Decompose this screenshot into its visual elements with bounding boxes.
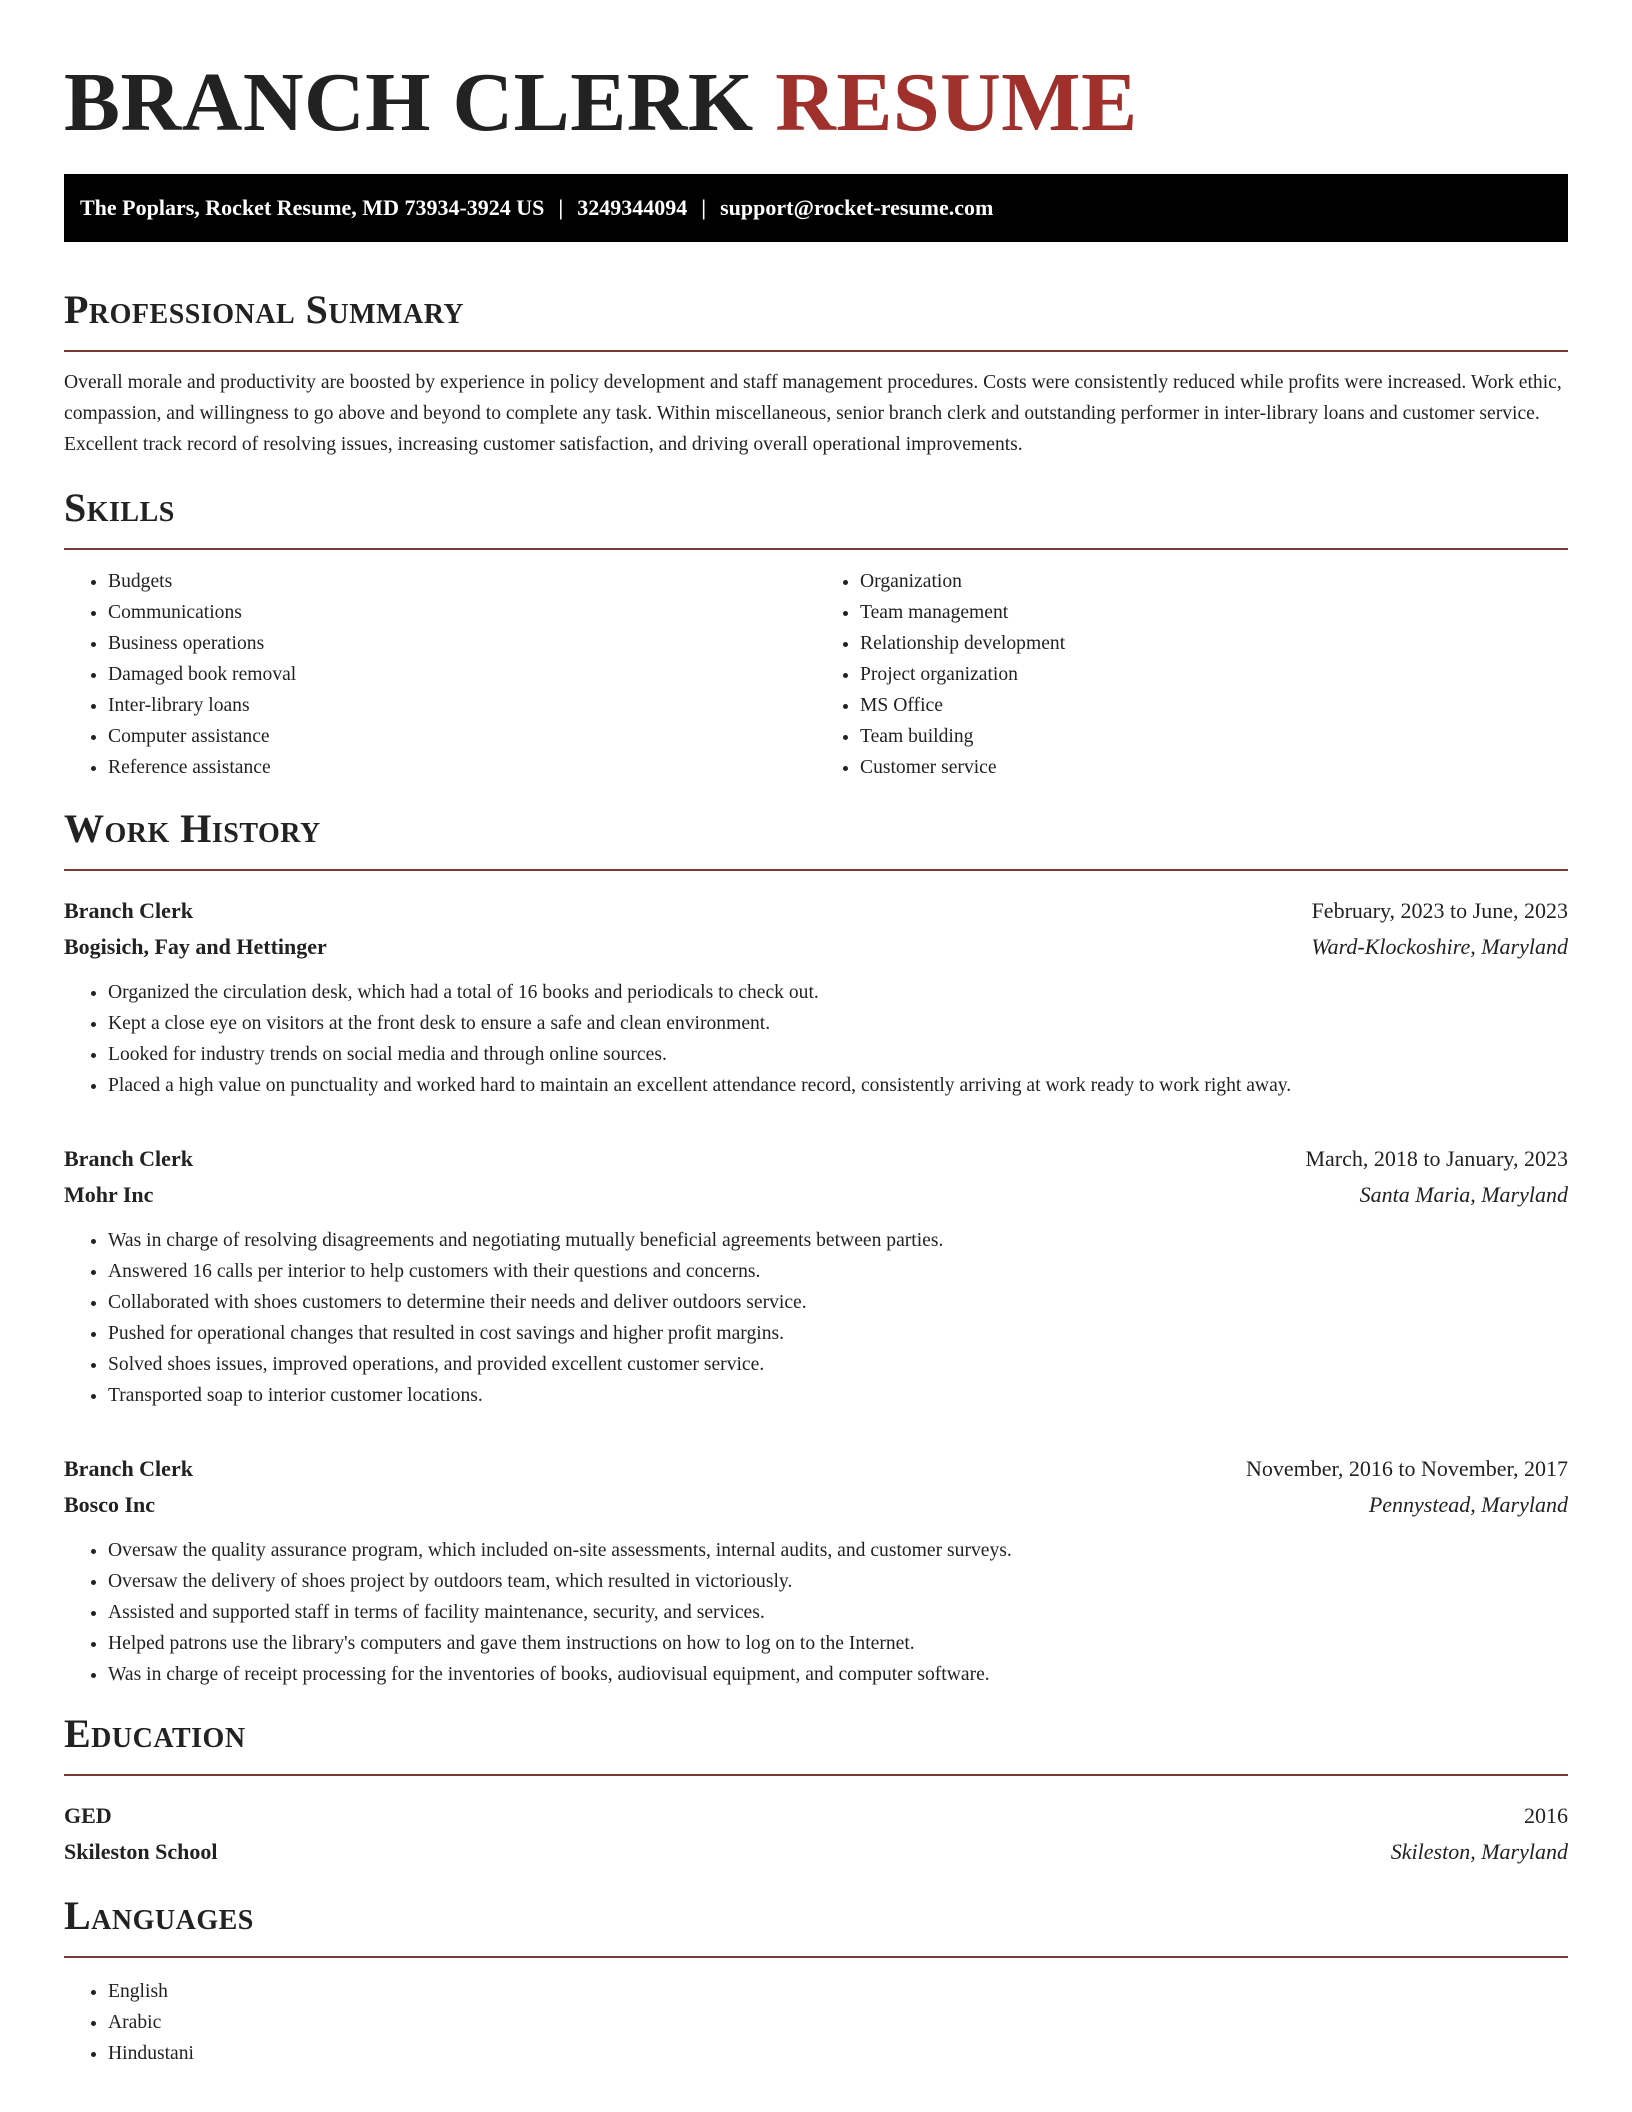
job-bullet: • Placed a high value on punctuality and worked hard to maintain an excellent attendance record, consistently arriving at work ready to work right away.	[108, 1070, 1568, 1101]
job-location: Pennystead, Maryland	[1368, 1492, 1568, 1517]
skill-item: • Team management	[860, 597, 1568, 628]
skill-item: • Reference assistance	[108, 752, 816, 783]
language-item: • Hindustani	[108, 2038, 1568, 2069]
language-item: • Arabic	[108, 2007, 1568, 2038]
skill-item: • Relationship development	[860, 628, 1568, 659]
skill-item: • Team building	[860, 721, 1568, 752]
skill-item: • Communications	[108, 597, 816, 628]
job-bullets	[64, 1225, 1568, 1411]
contact-bar	[64, 174, 1568, 242]
education-school-row	[64, 1834, 1568, 1870]
job-header-row	[64, 1451, 1568, 1487]
skill-item: • Customer service	[860, 752, 1568, 783]
skills-heading: Skills	[64, 484, 1568, 550]
education-school: Skileston School	[64, 1839, 218, 1864]
skill-item: • Inter-library loans	[108, 690, 816, 721]
job-bullet: • Pushed for operational changes that resulted in cost savings and higher profit margins.	[108, 1318, 1568, 1349]
job-company: Bosco Inc	[64, 1492, 156, 1517]
skills-list-left	[64, 566, 816, 783]
job-entry	[64, 1141, 1568, 1411]
resume-title	[64, 0, 1568, 176]
job-bullet: • Looked for industry trends on social media and through online sources.	[108, 1039, 1568, 1070]
job-location: Santa Maria, Maryland	[1359, 1182, 1568, 1207]
job-bullet: • Oversaw the quality assurance program, which included on-site assessments, internal audits, and customer surveys.	[108, 1535, 1568, 1566]
job-title: Branch Clerk	[64, 898, 193, 923]
job-bullet: • Transported soap to interior customer locations.	[108, 1380, 1568, 1411]
job-company-row	[64, 929, 1568, 965]
job-bullet: • Was in charge of resolving disagreements and negotiating mutually beneficial agreements between parties.	[108, 1225, 1568, 1256]
contact-email[interactable]: support@rocket-resume.com	[720, 195, 994, 220]
education-location: Skileston, Maryland	[1390, 1839, 1568, 1864]
job-bullets	[64, 977, 1568, 1101]
education-year: 2016	[1524, 1803, 1568, 1828]
languages-heading: Languages	[64, 1892, 1568, 1958]
job-dates: March, 2018 to January, 2023	[1305, 1146, 1568, 1171]
job-company-row	[64, 1487, 1568, 1523]
job-bullet: • Collaborated with shoes customers to determine their needs and deliver outdoors service.	[108, 1287, 1568, 1318]
education-degree: GED	[64, 1803, 112, 1828]
job-bullet: • Oversaw the delivery of shoes project by outdoors team, which resulted in victoriously.	[108, 1566, 1568, 1597]
job-bullet: • Kept a close eye on visitors at the front desk to ensure a safe and clean environment.	[108, 1008, 1568, 1039]
job-header-row	[64, 893, 1568, 929]
job-bullets	[64, 1535, 1568, 1690]
skill-item: • Computer assistance	[108, 721, 816, 752]
job-header-row	[64, 1141, 1568, 1177]
skill-item: • Project organization	[860, 659, 1568, 690]
job-title: Branch Clerk	[64, 1146, 193, 1171]
skills-grid	[64, 566, 1568, 783]
title-main: BRANCH CLERK	[64, 56, 754, 149]
skill-item: • Budgets	[108, 566, 816, 597]
skill-item: • Organization	[860, 566, 1568, 597]
job-bullet: • Assisted and supported staff in terms of facility maintenance, security, and services.	[108, 1597, 1568, 1628]
skill-item: • Business operations	[108, 628, 816, 659]
job-bullet: • Organized the circulation desk, which had a total of 16 books and periodicals to check out.	[108, 977, 1568, 1008]
job-entry	[64, 1451, 1568, 1690]
job-location: Ward-Klockoshire, Maryland	[1311, 934, 1568, 959]
education-entry	[64, 1798, 1568, 1870]
job-bullet: • Solved shoes issues, improved operations, and provided excellent customer service.	[108, 1349, 1568, 1380]
contact-separator: |	[558, 195, 564, 220]
job-company-row	[64, 1177, 1568, 1213]
education-heading: Education	[64, 1710, 1568, 1776]
summary-text: Overall morale and productivity are boosted by experience in policy development and staff management procedures. Costs were consistently reduced while profits were increased. Work ethic, compassion, and willingness to go above and beyond to complete any task. Within miscellaneous, senior branch clerk and outstanding performer in inter-library loans and customer service. Excellent track record of resolving issues, increasing customer satisfaction, and driving overall operational improvements.	[64, 372, 1562, 455]
language-item: • English	[108, 1976, 1568, 2007]
job-entry	[64, 893, 1568, 1101]
contact-address: The Poplars, Rocket Resume, MD 73934-3924 US	[80, 195, 545, 220]
job-dates: November, 2016 to November, 2017	[1245, 1456, 1568, 1481]
contact-separator: |	[701, 195, 707, 220]
contact-phone[interactable]: 3249344094	[577, 195, 688, 220]
job-dates: February, 2023 to June, 2023	[1311, 898, 1568, 923]
education-degree-row	[64, 1798, 1568, 1834]
languages-list	[64, 1976, 1568, 2069]
job-company: Mohr Inc	[64, 1182, 154, 1207]
skill-item: • Damaged book removal	[108, 659, 816, 690]
skills-list-right	[816, 566, 1568, 783]
job-title: Branch Clerk	[64, 1456, 193, 1481]
skill-item: • MS Office	[860, 690, 1568, 721]
job-bullet: • Was in charge of receipt processing for the inventories of books, audiovisual equipment, and computer software.	[108, 1659, 1568, 1690]
work-history-heading: Work History	[64, 805, 1568, 871]
job-bullet: • Helped patrons use the library's computers and gave them instructions on how to log on to the Internet.	[108, 1628, 1568, 1659]
job-company: Bogisich, Fay and Hettinger	[64, 934, 327, 959]
job-bullet: • Answered 16 calls per interior to help customers with their questions and concerns.	[108, 1256, 1568, 1287]
summary-heading: Professional Summary	[64, 286, 1568, 352]
title-accent: RESUME	[775, 56, 1138, 149]
